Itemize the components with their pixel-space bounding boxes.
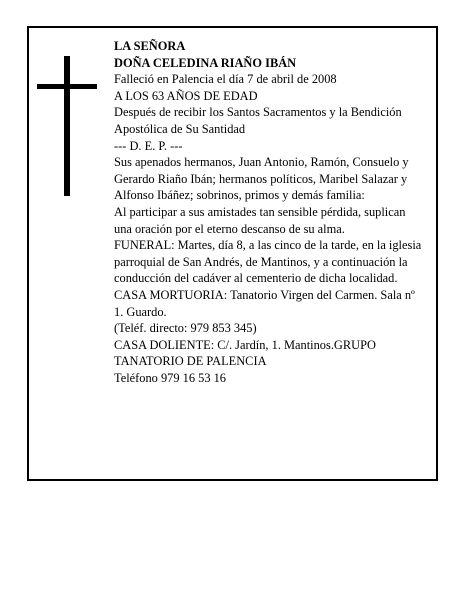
cross-icon-bar (37, 84, 97, 89)
death-date: Falleció en Palencia el día 7 de abril de 2008 (114, 72, 337, 87)
sacraments-line: Después de recibir los Santos Sacramentos y la Bendición Apostólica de Su Santidad (114, 105, 402, 136)
rip-line: --- D. E. P. --- (114, 138, 183, 153)
age-line: A LOS 63 AÑOS DE EDAD (114, 88, 258, 103)
title-line: LA SEÑORA (114, 39, 186, 53)
mortuary-paragraph: CASA MORTUORIA: Tanatorio Virgen del Carmen. Sala nº 1. Guardo. (114, 287, 415, 319)
prayer-paragraph: Al participar a sus amistades tan sensible pérdida, suplican una oración por el eterno descanso de su alma. (114, 204, 406, 236)
mourning-house-paragraph: CASA DOLIENTE: C/. Jardín, 1. Mantinos.GRUPO TANATORIO DE PALENCIA (114, 337, 376, 369)
deceased-name: DOÑA CELEDINA RIAÑO IBÁN (114, 55, 297, 70)
funeral-paragraph: FUNERAL: Martes, día 8, a las cinco de la tarde, en la iglesia parroquial de San Andrés, de Mantinos, y a continuación la conducción del cadáver al cementerio de dicha localidad. (114, 238, 422, 286)
cross-icon (64, 56, 70, 196)
phone-line: Teléfono 979 16 53 16 (114, 370, 227, 385)
family-paragraph: Sus apenados hermanos, Juan Antonio, Ramón, Consuelo y Gerardo Riaño Ibán; hermanos políticos, Maribel Salazar y Alfonso Ibáñez; sobrinos, primos y demás familia: (114, 155, 409, 203)
obituary-text (114, 38, 426, 386)
direct-phone: (Teléf. directo: 979 853 345) (114, 321, 257, 336)
